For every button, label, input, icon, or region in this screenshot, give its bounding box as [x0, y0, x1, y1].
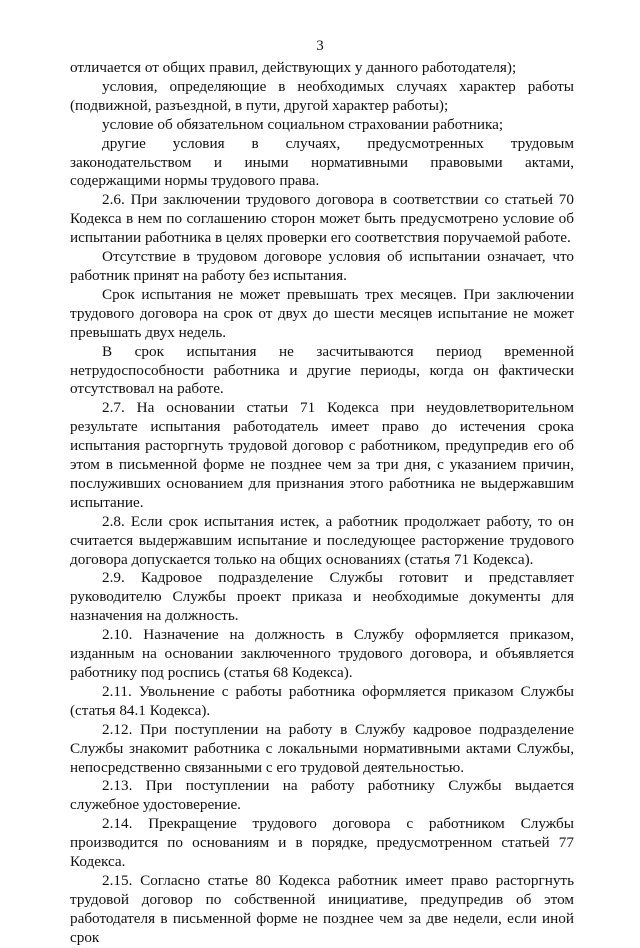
paragraph-2-14: 2.14. Прекращение трудового договора с работником Службы производится по основаниям и в порядке, предусмотренном статьей 77 Кодекса.	[70, 815, 574, 871]
paragraph-no-probation-clause: Отсутствие в трудовом договоре условия об испытании означает, что работник принят на работу без испытания.	[70, 248, 574, 284]
paragraph-2-10: 2.10. Назначение на должность в Службу оформляется приказом, изданным на основании заключенного трудового договора, и объявляется работнику под роспись (статья 68 Кодекса).	[70, 626, 574, 681]
document-body	[70, 59, 574, 948]
paragraph-probation-term: Срок испытания не может превышать трех месяцев. При заключении трудового договора на срок от двух до шести месяцев испытание не может превышать двух недель.	[70, 285, 574, 341]
paragraph-work-character: условия, определяющие в необходимых случаях характер работы (подвижной, разъездной, в пути, другой характер работы);	[70, 77, 574, 114]
paragraph-2-12: 2.12. При поступлении на работу в Службу кадровое подразделение Службы знакомит работника с локальными нормативными актами Службы, непосредственно связанными с его трудовой деятельностью.	[70, 720, 574, 776]
paragraph-2-7: 2.7. На основании статьи 71 Кодекса при неудовлетворительном результате испытания работодатель имеет право до истечения срока испытания расторгнуть трудовой договор с работником, предупредив его об этом в письменной форме не позднее чем за три дня, с указанием причин, послуживших основанием для признания этого работника не выдержавшим испытание.	[70, 399, 574, 511]
page-number: 3	[316, 38, 324, 54]
paragraph-2-8: 2.8. Если срок испытания истек, а работник продолжает работу, то он считается выдержавшим испытание и последующее расторжение трудового договора допускается только на общих основаниях (статья 71 Кодекса).	[70, 512, 574, 568]
paragraph-2-15: 2.15. Согласно статье 80 Кодекса работник имеет право расторгнуть трудовой договор по собственной инициативе, предупредив об этом работодателя в письменной форме не позднее чем за две недели, если иной срок	[70, 871, 574, 946]
paragraph-probation-excluded-periods: В срок испытания не засчитываются период временной нетрудоспособности работника и другие периоды, когда он фактически отсутствовал на работе.	[70, 342, 574, 398]
paragraph-2-9: 2.9. Кадровое подразделение Службы готовит и представляет руководителю Службы проект приказа и необходимые документы для назначения на должность.	[70, 569, 574, 625]
paragraph-2-13: 2.13. При поступлении на работу работнику Службы выдается служебное удостоверение.	[70, 777, 574, 814]
paragraph-continuation: отличается от общих правил, действующих у данного работодателя);	[70, 59, 517, 76]
paragraph-2-11: 2.11. Увольнение с работы работника оформляется приказом Службы (статья 84.1 Кодекса).	[70, 682, 574, 719]
paragraph-social-insurance: условие об обязательном социальном страховании работника;	[102, 115, 504, 133]
paragraph-other-conditions: другие условия в случаях, предусмотренных трудовым законодательством и иными нормативными правовыми актами, содержащими нормы трудового права.	[70, 134, 574, 190]
paragraph-2-6: 2.6. При заключении трудового договора в соответствии со статьей 70 Кодекса в нем по соглашению сторон может быть предусмотрено условие об испытании работника в целях проверки его соответствия поручаемой работе.	[70, 191, 574, 247]
